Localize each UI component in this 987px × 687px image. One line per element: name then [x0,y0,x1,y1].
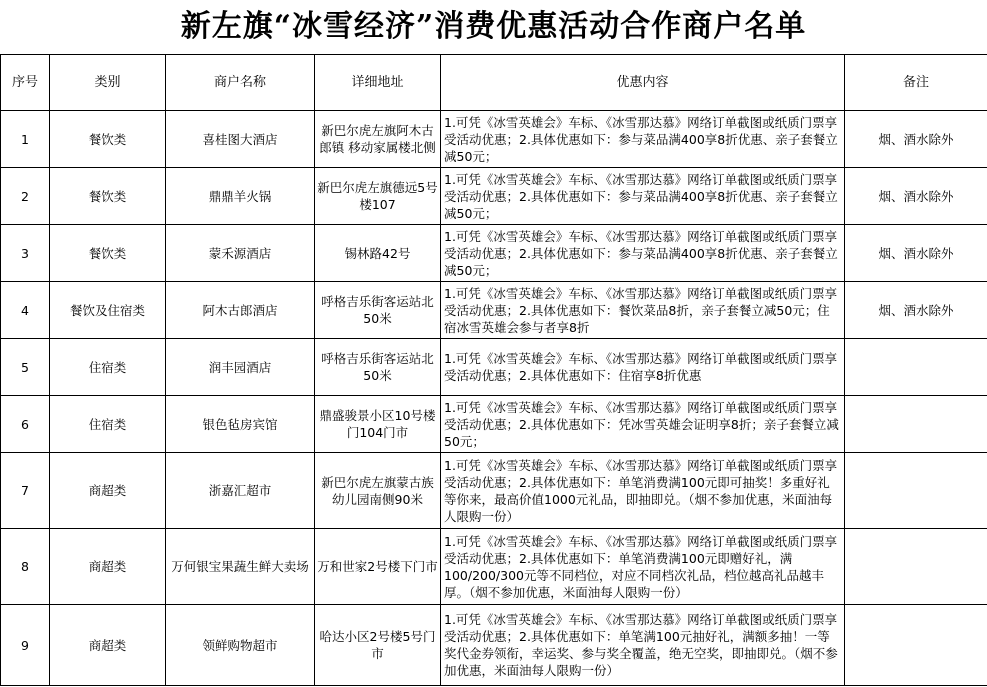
cell-index: 4 [1,282,50,339]
cell-benefit: 1.可凭《冰雪英雄会》车标、《冰雪那达慕》网络订单截图或纸质门票享受活动优惠；2.具体优惠如下：参与菜品满400享8折优惠、亲子套餐立减50元； [441,168,845,225]
cell-index: 1 [1,111,50,168]
cell-merchant: 润丰园酒店 [166,339,315,396]
cell-note: 烟、酒水除外 [845,168,987,225]
table-row [1,605,987,686]
header-category: 类别 [50,55,166,111]
table-row [1,453,987,529]
cell-benefit: 1.可凭《冰雪英雄会》车标、《冰雪那达慕》网络订单截图或纸质门票享受活动优惠；2.具体优惠如下：单笔消费满100元即赠好礼，满100/200/300元等不同档位，对应不同档次礼品，档位越高礼品越丰厚。（烟不参加优惠，米面油每人限购一份） [441,529,845,605]
cell-note [845,339,987,396]
table-row [1,225,987,282]
cell-merchant: 鼎鼎羊火锅 [166,168,315,225]
header-index: 序号 [1,55,50,111]
table-row [1,282,987,339]
table-header-row [1,55,987,111]
table-row [1,529,987,605]
cell-category: 商超类 [50,529,166,605]
cell-note: 烟、酒水除外 [845,225,987,282]
cell-index: 8 [1,529,50,605]
header-address: 详细地址 [315,55,441,111]
merchant-table [0,54,987,686]
cell-note [845,453,987,529]
cell-benefit: 1.可凭《冰雪英雄会》车标、《冰雪那达慕》网络订单截图或纸质门票享受活动优惠；2.具体优惠如下：参与菜品满400享8折优惠、亲子套餐立减50元； [441,225,845,282]
cell-category: 商超类 [50,453,166,529]
table-row [1,339,987,396]
cell-benefit: 1.可凭《冰雪英雄会》车标、《冰雪那达慕》网络订单截图或纸质门票享受活动优惠；2.具体优惠如下：餐饮菜品8折，亲子套餐立减50元；住宿冰雪英雄会参与者享8折 [441,282,845,339]
table-row [1,396,987,453]
cell-note [845,396,987,453]
cell-category: 餐饮类 [50,225,166,282]
table-row [1,111,987,168]
cell-address: 哈达小区2号楼5号门市 [315,605,441,686]
page-title: 新左旗“冰雪经济”消费优惠活动合作商户名单 [180,9,807,44]
cell-category: 餐饮类 [50,111,166,168]
cell-note: 烟、酒水除外 [845,282,987,339]
cell-index: 6 [1,396,50,453]
cell-benefit: 1.可凭《冰雪英雄会》车标、《冰雪那达慕》网络订单截图或纸质门票享受活动优惠；2.具体优惠如下：凭冰雪英雄会证明享8折；亲子套餐立减50元； [441,396,845,453]
cell-index: 5 [1,339,50,396]
cell-category: 住宿类 [50,339,166,396]
header-merchant: 商户名称 [166,55,315,111]
cell-address: 新巴尔虎左旗德远5号楼107 [315,168,441,225]
cell-note [845,529,987,605]
cell-merchant: 领鲜购物超市 [166,605,315,686]
cell-index: 3 [1,225,50,282]
cell-index: 2 [1,168,50,225]
cell-benefit: 1.可凭《冰雪英雄会》车标、《冰雪那达慕》网络订单截图或纸质门票享受活动优惠；2.具体优惠如下：参与菜品满400享8折优惠、亲子套餐立减50元； [441,111,845,168]
table-row [1,168,987,225]
cell-address: 鼎盛骏景小区10号楼门104门市 [315,396,441,453]
cell-category: 住宿类 [50,396,166,453]
cell-merchant: 蒙禾源酒店 [166,225,315,282]
cell-benefit: 1.可凭《冰雪英雄会》车标、《冰雪那达慕》网络订单截图或纸质门票享受活动优惠；2.具体优惠如下：单笔满100元抽好礼，满额多抽！一等奖代金券领衔，幸运奖、参与奖全覆盖，绝无空奖，即抽即兑。（烟不参加优惠，米面油每人限购一份） [441,605,845,686]
cell-address: 新巴尔虎左旗蒙古族幼儿园南侧90米 [315,453,441,529]
cell-merchant: 浙嘉汇超市 [166,453,315,529]
cell-merchant: 万何银宝果蔬生鲜大卖场 [166,529,315,605]
header-note: 备注 [845,55,987,111]
cell-index: 9 [1,605,50,686]
cell-category: 商超类 [50,605,166,686]
cell-address: 锡林路42号 [315,225,441,282]
cell-address: 新巴尔虎左旗阿木古郎镇 移动家属楼北侧 [315,111,441,168]
cell-index: 7 [1,453,50,529]
cell-benefit: 1.可凭《冰雪英雄会》车标、《冰雪那达慕》网络订单截图或纸质门票享受活动优惠；2.具体优惠如下：住宿享8折优惠 [441,339,845,396]
cell-category: 餐饮及住宿类 [50,282,166,339]
cell-merchant: 阿木古郎酒店 [166,282,315,339]
cell-address: 呼格吉乐街客运站北50米 [315,282,441,339]
cell-address: 万和世家2号楼下门市 [315,529,441,605]
header-benefit: 优惠内容 [441,55,845,111]
cell-note: 烟、酒水除外 [845,111,987,168]
cell-category: 餐饮类 [50,168,166,225]
cell-address: 呼格吉乐街客运站北50米 [315,339,441,396]
cell-merchant: 银色毡房宾馆 [166,396,315,453]
cell-merchant: 喜桂图大酒店 [166,111,315,168]
cell-benefit: 1.可凭《冰雪英雄会》车标、《冰雪那达慕》网络订单截图或纸质门票享受活动优惠；2.具体优惠如下：单笔消费满100元即可抽奖！多重好礼等你来，最高价值1000元礼品，即抽即兑。（烟不参加优惠，米面油每人限购一份） [441,453,845,529]
cell-note [845,605,987,686]
